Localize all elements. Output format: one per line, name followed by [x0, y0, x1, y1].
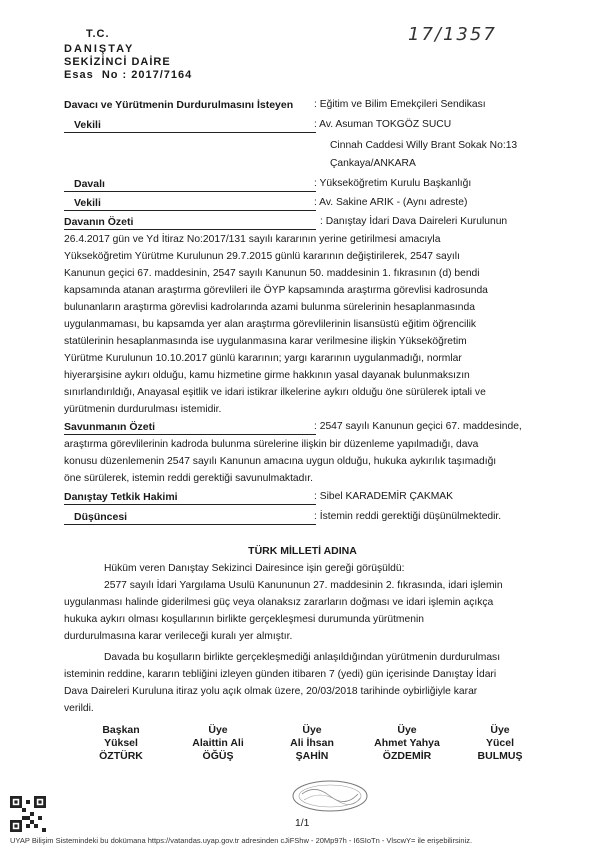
defendant-value: : Yükseköğretim Kurulu Başkanlığı [314, 178, 472, 189]
decision-para2-first: Davada bu koşulların birlikte gerçekleşmediği anlaşıldığından yürütmenin durdurulması [104, 652, 501, 663]
defendant-counsel-value: : Av. Sakine ARIK - (Aynı adreste) [314, 197, 468, 208]
underline [64, 524, 316, 525]
decision-title: TÜRK MİLLETİ ADINA [248, 545, 357, 557]
chamber-name: SEKİZİNCİ DAİRE [64, 56, 171, 68]
defendant-label: Davalı [74, 178, 105, 190]
handwritten-number: 17/1357 [408, 24, 497, 45]
underline [64, 191, 316, 192]
plaintiff-value: : Eğitim ve Bilim Emekçileri Sendikası [314, 99, 486, 110]
defense-body: araştırma görevlilerinin kadroda bulunma sürelerine ilişkin bir düzenleme yapılmadığı, dava konusu düzenlemenin 2547 sayılı Kanunun amacına uygun olduğu, hukuka aykırılık taşımadığı öne sürülerek, istemin reddi gerektiği savunulmaktadır. [64, 439, 497, 484]
underline [64, 132, 316, 133]
plaintiff-counsel-label: Vekili [74, 119, 101, 131]
defendant-counsel-label: Vekili [74, 197, 101, 209]
plaintiff-address-1: Cinnah Caddesi Willy Brant Sokak No:13 [330, 140, 518, 151]
defense-label: Savunmanın Özeti [64, 421, 156, 433]
underline [64, 229, 316, 230]
decision-para1: uygulanması halinde giderilmesi güç veya olanaksız zararların doğması ve idari işlemin açıkça hukuka aykırı olması koşullarının birlikte gerçekleşmesi durumunda yürütmenin durdurulmasına karar verileceği kuralı yer almıştır. [64, 597, 494, 642]
underline [64, 434, 316, 435]
page-number: 1/1 [295, 818, 310, 829]
qr-code-icon [10, 796, 46, 832]
plaintiff-counsel-value: : Av. Asuman TOKGÖZ SUCU [314, 119, 452, 130]
plaintiff-address-2: Çankaya/ANKARA [330, 158, 416, 169]
stamp-icon [290, 776, 370, 816]
defense-line: : 2547 sayılı Kanunun geçici 67. maddesinde, [314, 421, 522, 432]
decision-para1-first: 2577 sayılı İdari Yargılama Usulü Kanununun 27. maddesinin 2. fıkrasında, idari işlemin [104, 580, 503, 591]
underline [64, 504, 316, 505]
case-number [64, 69, 192, 81]
case-no: No : 2017/7164 [101, 69, 193, 81]
case-label: Esas [64, 69, 94, 81]
decision-intro: Hüküm veren Danıştay Sekizinci Dairesince işin gereği görüşüldü: [104, 563, 405, 574]
plaintiff-label: Davacı ve Yürütmenin Durdurulmasını İsteyen [64, 99, 294, 111]
court-name: DANIŞTAY [64, 43, 135, 55]
judge-value: : Sibel KARADEMİR ÇAKMAK [314, 491, 454, 502]
footer-verification: UYAP Bilişim Sistemindeki bu dokümana https://vatandas.uyap.gov.tr adresinden cJiFShw - 20Mp97h - I6SIoTn - VlscwY= ile erişebilirsiniz. [10, 836, 473, 845]
tc-label: T.C. [86, 28, 110, 40]
signature-block: Üye Ahmet Yahya ÖZDEMİR [374, 724, 440, 762]
signature-block: Başkan Yüksel ÖZTÜRK [99, 724, 143, 762]
judge-label: Danıştay Tetkik Hakimi [64, 491, 178, 503]
signature-block: Üye Yücel BULMUŞ [477, 724, 523, 762]
underline [64, 210, 316, 211]
opinion-label: Düşüncesi [74, 511, 128, 523]
opinion-value: : İstemin reddi gerektiği düşünülmektedir. [314, 511, 502, 522]
summary-line: : Danıştay İdari Dava Daireleri Kurulunun [320, 216, 508, 227]
summary-label: Davanın Özeti [64, 216, 134, 228]
signature-block: Üye Alaittin Ali ÖĞÜŞ [192, 724, 244, 762]
decision-para2: isteminin reddine, kararın tebliğini izleyen günden itibaren 7 (yedi) gün içerisinde Danıştay İdari Dava Daireleri Kuruluna itiraz yolu açık olmak üzere, 20/03/2018 tarihinde oybirliğiyle karar verildi. [64, 669, 497, 714]
summary-body: 26.4.2017 gün ve Yd İtiraz No:2017/131 sayılı kararının yerine getirilmesi amacıyla Yükseköğretim Yürütme Kurulunun 29.7.2015 günlü kararının değiştirilerek, 2547 sayılı Kanunun geçici 67. maddesinin, 2547 sayılı Kanunun 50. maddesinin 1. fıkrasının (d) bendi kapsamında atanan araştırma görevlileri ile ÖYP kapsamında araştırma görevlisi kadrosunda bulunanların araştırma görevlisi kadrolarında azami bulunma sürelerinin hesaplanmasında uygulanmaması, bu kapsamda yer alan araştırma görevlilerinin lisansüstü eğitim öğrencilik statülerinin hesaplanmasında ise uygulanmasına karar verilmesine ilişkin Yükseköğretim Yürütme Kurulunun 10.10.2017 günlü kararının; yargı kararının uygulanmadığı, normlar hiyerarşisine aykırı olduğu, kamu hizmetine girme hakkının yasal dayanak bulunmaksızın sınırlandırıldığı, Anayasal eşitlik ve idari istikrar ilkelerine aykırı olduğu öne sürülerek iptali ve yürütmenin durdurulması istemidir. [64, 234, 488, 415]
signature-block: Üye Ali İhsan ŞAHİN [290, 724, 334, 762]
